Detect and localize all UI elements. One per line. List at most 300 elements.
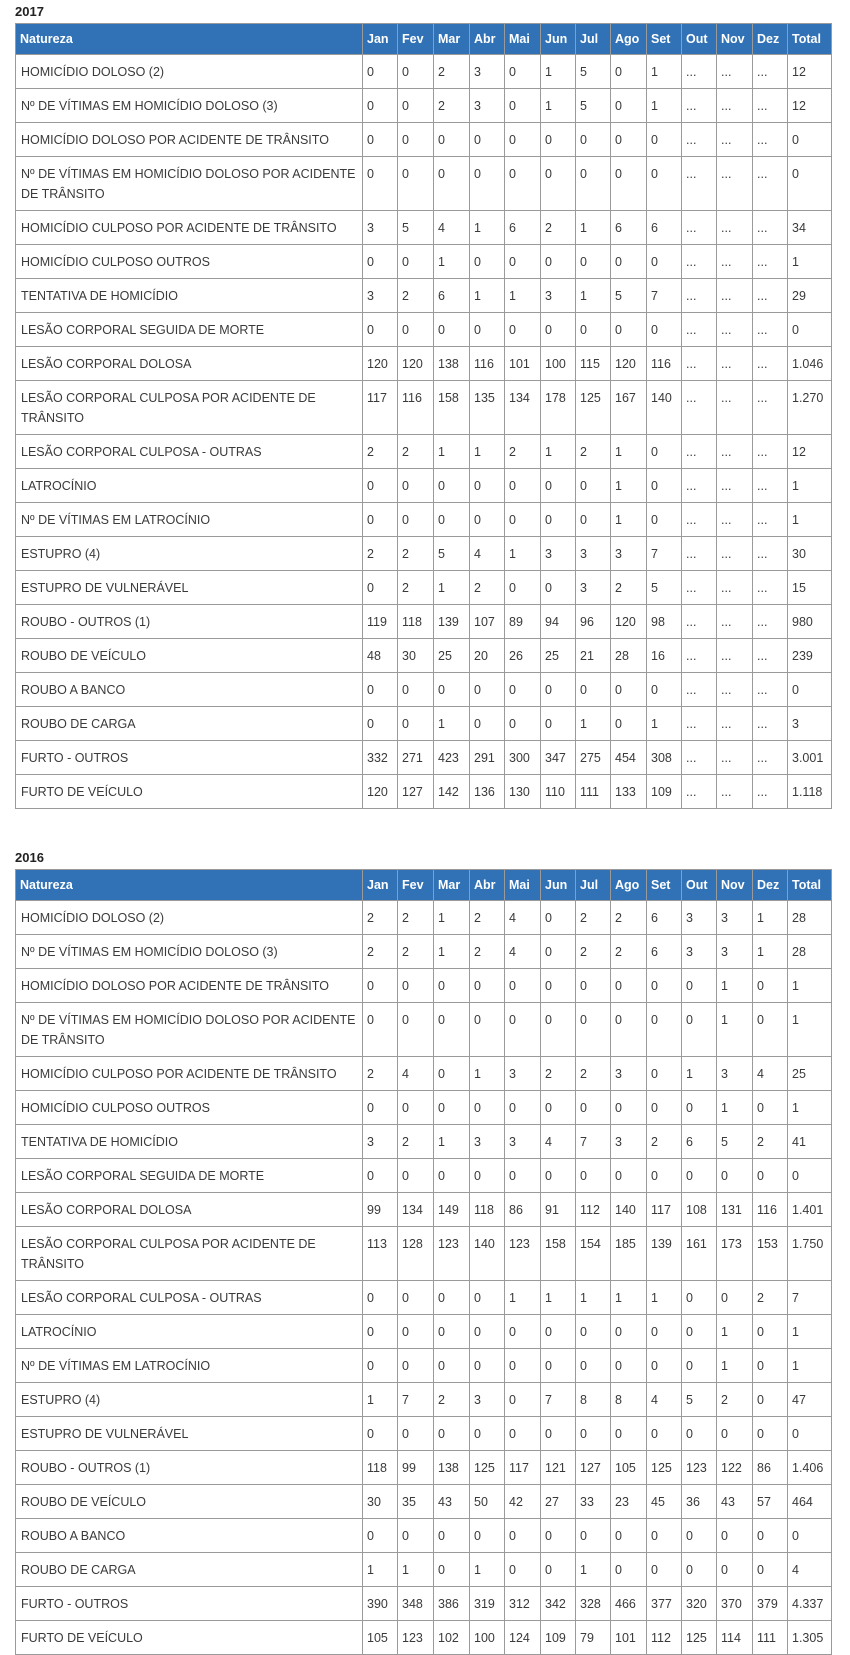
month-value-cell: ... [682, 469, 717, 503]
month-value-cell: 0 [505, 1417, 541, 1451]
month-value-cell: 112 [647, 1621, 682, 1655]
month-value-cell: ... [717, 673, 753, 707]
month-value-cell: 138 [434, 347, 470, 381]
crime-type-cell: TENTATIVA DE HOMICÍDIO [16, 1125, 363, 1159]
month-value-cell: 0 [398, 1417, 434, 1451]
month-value-cell: ... [753, 347, 788, 381]
month-value-cell: 0 [398, 1281, 434, 1315]
month-value-cell: 130 [505, 775, 541, 809]
month-value-cell: 0 [363, 55, 398, 89]
month-value-cell: 1 [434, 707, 470, 741]
month-value-cell: 133 [611, 775, 647, 809]
column-header-month: Mai [505, 870, 541, 901]
crime-type-cell: LESÃO CORPORAL CULPOSA POR ACIDENTE DE TRÂNSITO [16, 381, 363, 435]
month-value-cell: 0 [434, 1003, 470, 1057]
total-value-cell: 1 [788, 1003, 832, 1057]
month-value-cell: 0 [647, 1553, 682, 1587]
crime-type-cell: LESÃO CORPORAL SEGUIDA DE MORTE [16, 313, 363, 347]
month-value-cell: 35 [398, 1485, 434, 1519]
month-value-cell: ... [753, 157, 788, 211]
month-value-cell: 3 [682, 901, 717, 935]
month-value-cell: 1 [505, 1281, 541, 1315]
column-header-month: Jun [541, 870, 576, 901]
month-value-cell: 0 [363, 1281, 398, 1315]
column-header-month: Jan [363, 870, 398, 901]
month-value-cell: 0 [505, 469, 541, 503]
month-value-cell: 0 [398, 969, 434, 1003]
month-value-cell: 0 [541, 1519, 576, 1553]
month-value-cell: 0 [398, 123, 434, 157]
column-header-month: Ago [611, 24, 647, 55]
crime-type-cell: FURTO DE VEÍCULO [16, 775, 363, 809]
month-value-cell: 0 [611, 55, 647, 89]
month-value-cell: ... [682, 707, 717, 741]
crime-type-cell: Nº DE VÍTIMAS EM HOMICÍDIO DOLOSO (3) [16, 89, 363, 123]
total-value-cell: 7 [788, 1281, 832, 1315]
month-value-cell: 0 [576, 245, 611, 279]
month-value-cell: 0 [576, 1519, 611, 1553]
crime-type-cell: ROUBO A BANCO [16, 673, 363, 707]
month-value-cell: 6 [647, 901, 682, 935]
month-value-cell: 1 [576, 707, 611, 741]
month-value-cell: 154 [576, 1227, 611, 1281]
month-value-cell: 30 [363, 1485, 398, 1519]
month-value-cell: 27 [541, 1485, 576, 1519]
month-value-cell: 3 [611, 1057, 647, 1091]
table-row [16, 639, 832, 673]
table-row [16, 1383, 832, 1417]
crime-type-cell: FURTO DE VEÍCULO [16, 1621, 363, 1655]
month-value-cell: 1 [434, 245, 470, 279]
crime-type-cell: ROUBO A BANCO [16, 1519, 363, 1553]
month-value-cell: 1 [363, 1553, 398, 1587]
total-value-cell: 1 [788, 245, 832, 279]
month-value-cell: 3 [505, 1057, 541, 1091]
month-value-cell: 0 [470, 707, 505, 741]
month-value-cell: 158 [434, 381, 470, 435]
month-value-cell: ... [682, 157, 717, 211]
month-value-cell: 7 [647, 537, 682, 571]
month-value-cell: 2 [753, 1125, 788, 1159]
month-value-cell: 348 [398, 1587, 434, 1621]
month-value-cell: 1 [470, 435, 505, 469]
month-value-cell: 25 [541, 639, 576, 673]
month-value-cell: 370 [717, 1587, 753, 1621]
month-value-cell: 0 [434, 1091, 470, 1125]
column-header-month: Jul [576, 870, 611, 901]
month-value-cell: 135 [470, 381, 505, 435]
total-value-cell: 12 [788, 435, 832, 469]
table-row [16, 1091, 832, 1125]
month-value-cell: 0 [398, 1349, 434, 1383]
month-value-cell: 149 [434, 1193, 470, 1227]
month-value-cell: 3 [470, 55, 505, 89]
table-row [16, 245, 832, 279]
table-row [16, 1587, 832, 1621]
month-value-cell: 1 [434, 435, 470, 469]
table-row [16, 1553, 832, 1587]
table-row [16, 211, 832, 245]
month-value-cell: 0 [647, 469, 682, 503]
month-value-cell: 134 [398, 1193, 434, 1227]
table-row [16, 1159, 832, 1193]
month-value-cell: 4 [398, 1057, 434, 1091]
month-value-cell: 0 [398, 1159, 434, 1193]
month-value-cell: ... [753, 537, 788, 571]
column-header-month: Jan [363, 24, 398, 55]
month-value-cell: 2 [398, 571, 434, 605]
month-value-cell: 0 [363, 1315, 398, 1349]
crime-type-cell: LESÃO CORPORAL CULPOSA - OUTRAS [16, 1281, 363, 1315]
total-value-cell: 0 [788, 673, 832, 707]
month-value-cell: 466 [611, 1587, 647, 1621]
total-value-cell: 1 [788, 969, 832, 1003]
month-value-cell: 1 [717, 1349, 753, 1383]
column-header-month: Out [682, 24, 717, 55]
total-value-cell: 12 [788, 89, 832, 123]
crime-statistics-table [15, 869, 832, 1655]
month-value-cell: 3 [576, 571, 611, 605]
month-value-cell: 5 [576, 55, 611, 89]
month-value-cell: 116 [647, 347, 682, 381]
month-value-cell: 91 [541, 1193, 576, 1227]
month-value-cell: 0 [647, 1349, 682, 1383]
month-value-cell: 4 [753, 1057, 788, 1091]
total-value-cell: 0 [788, 157, 832, 211]
month-value-cell: 0 [541, 503, 576, 537]
crime-type-cell: ESTUPRO (4) [16, 1383, 363, 1417]
month-value-cell: 0 [470, 1349, 505, 1383]
month-value-cell: 140 [611, 1193, 647, 1227]
total-value-cell: 34 [788, 211, 832, 245]
month-value-cell: 96 [576, 605, 611, 639]
month-value-cell: 0 [682, 1417, 717, 1451]
month-value-cell: ... [753, 639, 788, 673]
month-value-cell: 185 [611, 1227, 647, 1281]
month-value-cell: 123 [682, 1451, 717, 1485]
month-value-cell: 0 [470, 1159, 505, 1193]
month-value-cell: 0 [470, 1417, 505, 1451]
month-value-cell: 0 [363, 123, 398, 157]
month-value-cell: 21 [576, 639, 611, 673]
total-value-cell: 29 [788, 279, 832, 313]
month-value-cell: 110 [541, 775, 576, 809]
total-value-cell: 4 [788, 1553, 832, 1587]
month-value-cell: 3 [682, 935, 717, 969]
month-value-cell: 454 [611, 741, 647, 775]
month-value-cell: 1 [505, 537, 541, 571]
month-value-cell: 4 [505, 901, 541, 935]
month-value-cell: 0 [541, 969, 576, 1003]
table-row [16, 1193, 832, 1227]
total-value-cell: 0 [788, 1519, 832, 1553]
month-value-cell: 0 [470, 313, 505, 347]
month-value-cell: 3 [470, 1125, 505, 1159]
crime-type-cell: LESÃO CORPORAL DOLOSA [16, 347, 363, 381]
month-value-cell: 0 [505, 1349, 541, 1383]
month-value-cell: 109 [541, 1621, 576, 1655]
crime-type-cell: ESTUPRO (4) [16, 537, 363, 571]
table-row [16, 381, 832, 435]
month-value-cell: 0 [611, 969, 647, 1003]
month-value-cell: 2 [576, 1057, 611, 1091]
month-value-cell: 8 [576, 1383, 611, 1417]
month-value-cell: 30 [398, 639, 434, 673]
month-value-cell: 2 [398, 935, 434, 969]
month-value-cell: ... [682, 503, 717, 537]
month-value-cell: 0 [753, 1417, 788, 1451]
crime-type-cell: HOMICÍDIO CULPOSO OUTROS [16, 1091, 363, 1125]
table-row [16, 1057, 832, 1091]
month-value-cell: ... [682, 673, 717, 707]
month-value-cell: 2 [541, 211, 576, 245]
month-value-cell: 0 [541, 707, 576, 741]
month-value-cell: 117 [647, 1193, 682, 1227]
month-value-cell: ... [717, 435, 753, 469]
month-value-cell: ... [717, 55, 753, 89]
month-value-cell: 2 [611, 571, 647, 605]
month-value-cell: 1 [470, 211, 505, 245]
month-value-cell: 0 [682, 1281, 717, 1315]
month-value-cell: ... [717, 469, 753, 503]
table-row [16, 89, 832, 123]
month-value-cell: 0 [505, 707, 541, 741]
month-value-cell: ... [753, 279, 788, 313]
year-section-2017 [0, 1, 850, 809]
crime-type-cell: LESÃO CORPORAL CULPOSA POR ACIDENTE DE TRÂNSITO [16, 1227, 363, 1281]
month-value-cell: 124 [505, 1621, 541, 1655]
month-value-cell: 125 [682, 1621, 717, 1655]
crime-type-cell: ROUBO DE CARGA [16, 707, 363, 741]
table-row [16, 1349, 832, 1383]
column-header-month: Nov [717, 870, 753, 901]
month-value-cell: ... [717, 123, 753, 157]
month-value-cell: 1 [470, 1057, 505, 1091]
month-value-cell: 0 [611, 707, 647, 741]
month-value-cell: 0 [647, 1091, 682, 1125]
month-value-cell: 0 [398, 313, 434, 347]
month-value-cell: 117 [363, 381, 398, 435]
total-value-cell: 239 [788, 639, 832, 673]
total-value-cell: 1 [788, 1349, 832, 1383]
total-value-cell: 1 [788, 503, 832, 537]
month-value-cell: 36 [682, 1485, 717, 1519]
month-value-cell: 2 [434, 55, 470, 89]
table-row [16, 313, 832, 347]
month-value-cell: 0 [398, 469, 434, 503]
month-value-cell: ... [753, 313, 788, 347]
month-value-cell: 6 [611, 211, 647, 245]
column-header-month: Mar [434, 870, 470, 901]
month-value-cell: ... [717, 741, 753, 775]
month-value-cell: 5 [647, 571, 682, 605]
crime-type-cell: LESÃO CORPORAL SEGUIDA DE MORTE [16, 1159, 363, 1193]
crime-type-cell: HOMICÍDIO DOLOSO (2) [16, 901, 363, 935]
month-value-cell: 0 [576, 157, 611, 211]
month-value-cell: 5 [576, 89, 611, 123]
column-header-month: Fev [398, 870, 434, 901]
month-value-cell: 0 [470, 1091, 505, 1125]
month-value-cell: 178 [541, 381, 576, 435]
month-value-cell: ... [682, 211, 717, 245]
month-value-cell: 3 [576, 537, 611, 571]
month-value-cell: 0 [647, 1519, 682, 1553]
total-value-cell: 4.337 [788, 1587, 832, 1621]
month-value-cell: 42 [505, 1485, 541, 1519]
month-value-cell: 3 [611, 1125, 647, 1159]
month-value-cell: 0 [647, 969, 682, 1003]
month-value-cell: 0 [541, 313, 576, 347]
month-value-cell: 153 [753, 1227, 788, 1281]
month-value-cell: 118 [363, 1451, 398, 1485]
column-header-total: Total [788, 870, 832, 901]
month-value-cell: ... [682, 245, 717, 279]
month-value-cell: 423 [434, 741, 470, 775]
month-value-cell: 2 [470, 935, 505, 969]
month-value-cell: 0 [434, 503, 470, 537]
crime-type-cell: ROUBO - OUTROS (1) [16, 1451, 363, 1485]
month-value-cell: 101 [611, 1621, 647, 1655]
month-value-cell: 0 [753, 1159, 788, 1193]
month-value-cell: 0 [682, 1159, 717, 1193]
month-value-cell: 116 [398, 381, 434, 435]
month-value-cell: 0 [398, 1519, 434, 1553]
total-value-cell: 3 [788, 707, 832, 741]
month-value-cell: 5 [434, 537, 470, 571]
month-value-cell: 43 [434, 1485, 470, 1519]
month-value-cell: 0 [647, 1159, 682, 1193]
month-value-cell: ... [717, 313, 753, 347]
month-value-cell: 1 [682, 1057, 717, 1091]
table-row [16, 435, 832, 469]
column-header-month: Mai [505, 24, 541, 55]
month-value-cell: 16 [647, 639, 682, 673]
month-value-cell: ... [682, 435, 717, 469]
table-row [16, 1227, 832, 1281]
column-header-month: Out [682, 870, 717, 901]
month-value-cell: 173 [717, 1227, 753, 1281]
total-value-cell: 1.270 [788, 381, 832, 435]
month-value-cell: 114 [717, 1621, 753, 1655]
column-header-month: Jun [541, 24, 576, 55]
table-row [16, 901, 832, 935]
total-value-cell: 1 [788, 1315, 832, 1349]
month-value-cell: 0 [363, 571, 398, 605]
crime-type-cell: Nº DE VÍTIMAS EM HOMICÍDIO DOLOSO POR ACIDENTE DE TRÂNSITO [16, 1003, 363, 1057]
crime-type-cell: HOMICÍDIO CULPOSO POR ACIDENTE DE TRÂNSITO [16, 1057, 363, 1091]
month-value-cell: ... [682, 89, 717, 123]
month-value-cell: 0 [753, 1091, 788, 1125]
month-value-cell: 0 [541, 157, 576, 211]
month-value-cell: 0 [434, 969, 470, 1003]
month-value-cell: 271 [398, 741, 434, 775]
month-value-cell: 319 [470, 1587, 505, 1621]
month-value-cell: ... [682, 775, 717, 809]
month-value-cell: 2 [576, 935, 611, 969]
month-value-cell: 113 [363, 1227, 398, 1281]
month-value-cell: 0 [505, 1091, 541, 1125]
month-value-cell: 328 [576, 1587, 611, 1621]
month-value-cell: 120 [363, 775, 398, 809]
month-value-cell: ... [682, 123, 717, 157]
month-value-cell: 0 [434, 1281, 470, 1315]
month-value-cell: 0 [505, 245, 541, 279]
month-value-cell: ... [682, 605, 717, 639]
month-value-cell: 140 [647, 381, 682, 435]
month-value-cell: 115 [576, 347, 611, 381]
month-value-cell: 138 [434, 1451, 470, 1485]
month-value-cell: 1 [434, 571, 470, 605]
month-value-cell: 0 [576, 469, 611, 503]
month-value-cell: 0 [576, 1349, 611, 1383]
month-value-cell: 1 [576, 1281, 611, 1315]
month-value-cell: 125 [470, 1451, 505, 1485]
crime-type-cell: LESÃO CORPORAL CULPOSA - OUTRAS [16, 435, 363, 469]
month-value-cell: 0 [505, 503, 541, 537]
month-value-cell: 0 [363, 673, 398, 707]
crime-type-cell: HOMICÍDIO DOLOSO POR ACIDENTE DE TRÂNSITO [16, 123, 363, 157]
month-value-cell: 127 [576, 1451, 611, 1485]
table-row [16, 1003, 832, 1057]
month-value-cell: 308 [647, 741, 682, 775]
table-row [16, 969, 832, 1003]
month-value-cell: 1 [505, 279, 541, 313]
table-row [16, 1621, 832, 1655]
crime-type-cell: ROUBO DE CARGA [16, 1553, 363, 1587]
month-value-cell: 0 [434, 1315, 470, 1349]
column-header-month: Nov [717, 24, 753, 55]
month-value-cell: 0 [363, 245, 398, 279]
statistics-page [0, 1, 850, 1655]
month-value-cell: 0 [576, 1417, 611, 1451]
month-value-cell: 2 [505, 435, 541, 469]
month-value-cell: ... [682, 313, 717, 347]
month-value-cell: ... [717, 537, 753, 571]
crime-type-cell: Nº DE VÍTIMAS EM HOMICÍDIO DOLOSO (3) [16, 935, 363, 969]
total-value-cell: 464 [788, 1485, 832, 1519]
month-value-cell: 4 [505, 935, 541, 969]
month-value-cell: 2 [398, 537, 434, 571]
month-value-cell: 2 [363, 537, 398, 571]
month-value-cell: 1 [434, 901, 470, 935]
column-header-month: Abr [470, 24, 505, 55]
month-value-cell: 1 [647, 89, 682, 123]
month-value-cell: 0 [753, 969, 788, 1003]
month-value-cell: ... [753, 55, 788, 89]
month-value-cell: 1 [717, 1091, 753, 1125]
month-value-cell: 0 [363, 969, 398, 1003]
month-value-cell: 0 [753, 1519, 788, 1553]
month-value-cell: 48 [363, 639, 398, 673]
month-value-cell: 2 [398, 279, 434, 313]
month-value-cell: 0 [647, 313, 682, 347]
month-value-cell: 0 [611, 245, 647, 279]
month-value-cell: ... [717, 605, 753, 639]
month-value-cell: 7 [398, 1383, 434, 1417]
month-value-cell: 0 [434, 123, 470, 157]
month-value-cell: 0 [434, 157, 470, 211]
table-row [16, 123, 832, 157]
crime-type-cell: HOMICÍDIO CULPOSO POR ACIDENTE DE TRÂNSITO [16, 211, 363, 245]
month-value-cell: 0 [470, 245, 505, 279]
month-value-cell: 0 [753, 1003, 788, 1057]
month-value-cell: 3 [505, 1125, 541, 1159]
month-value-cell: 112 [576, 1193, 611, 1227]
total-value-cell: 1.305 [788, 1621, 832, 1655]
month-value-cell: 0 [576, 1091, 611, 1125]
month-value-cell: 0 [363, 1519, 398, 1553]
month-value-cell: 125 [576, 381, 611, 435]
